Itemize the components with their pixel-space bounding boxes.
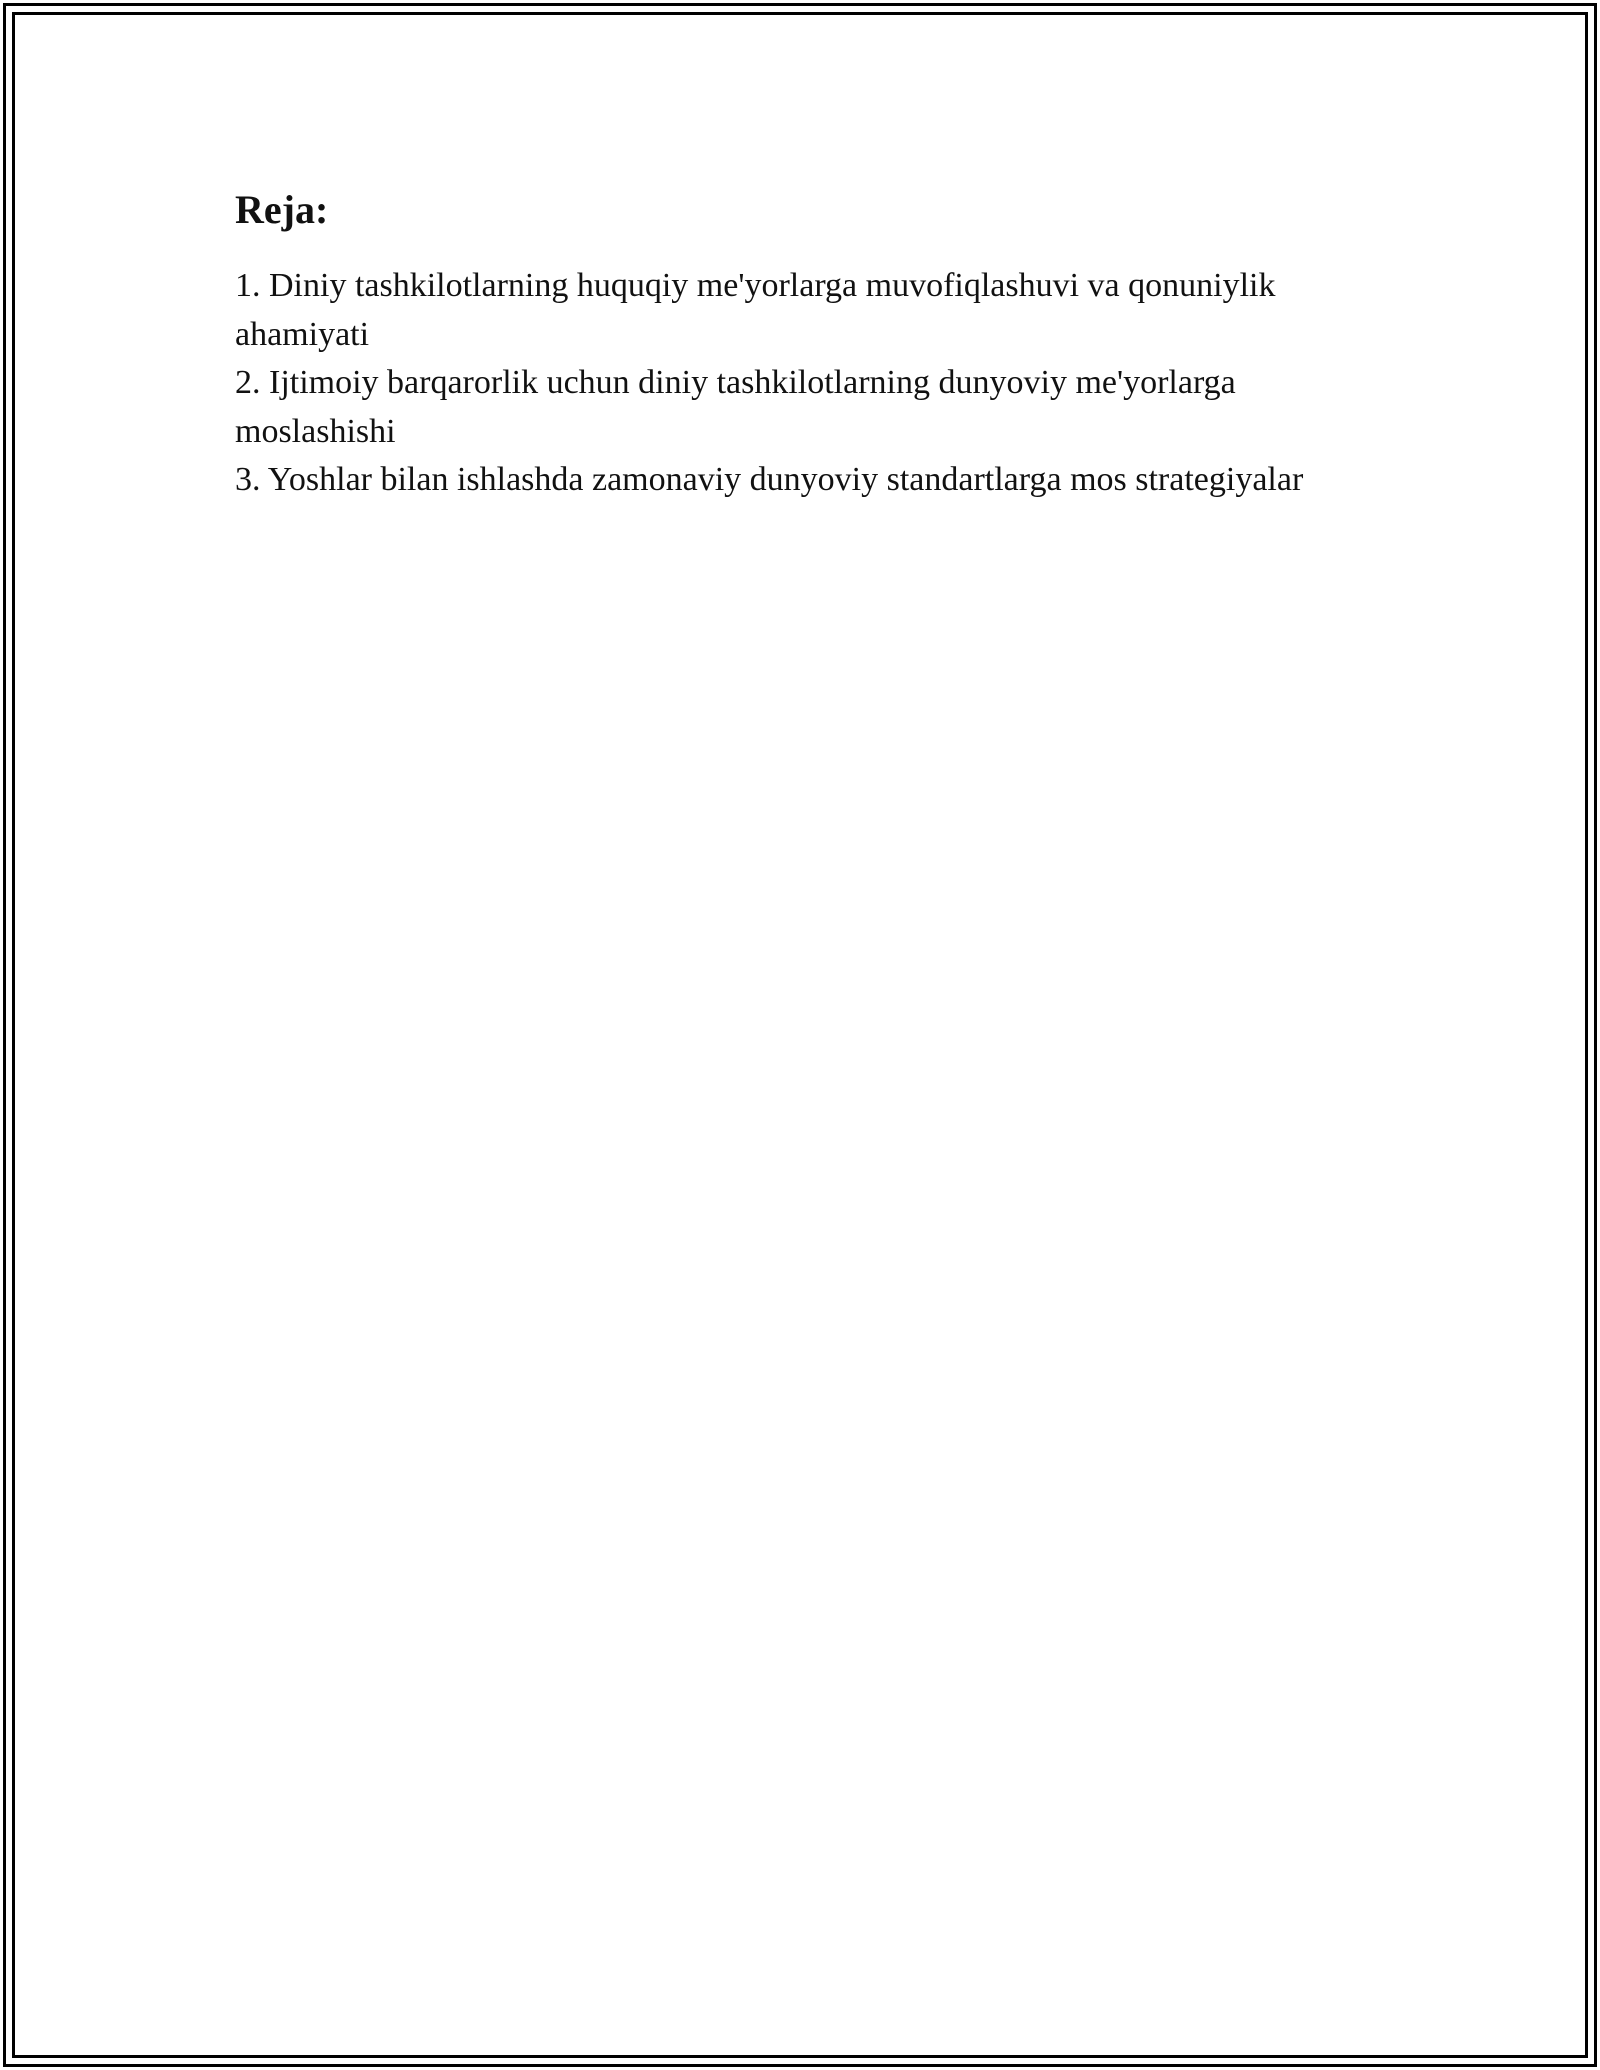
plan-title: Reja: xyxy=(235,187,329,232)
plan-list xyxy=(235,262,1395,505)
plan-item: 3. Yoshlar bilan ishlashda zamonaviy dunyoviy standartlarga mos strategiyalar xyxy=(235,461,1304,498)
document-content xyxy=(235,186,1395,505)
plan-item: 1. Diniy tashkilotlarning huquqiy me'yorlarga muvofiqlashuvi va qonuniylik ahamiyati xyxy=(235,267,1276,353)
plan-item: 2. Ijtimoiy barqarorlik uchun diniy tashkilotlarning dunyoviy me'yorlarga moslashishi xyxy=(235,364,1236,450)
